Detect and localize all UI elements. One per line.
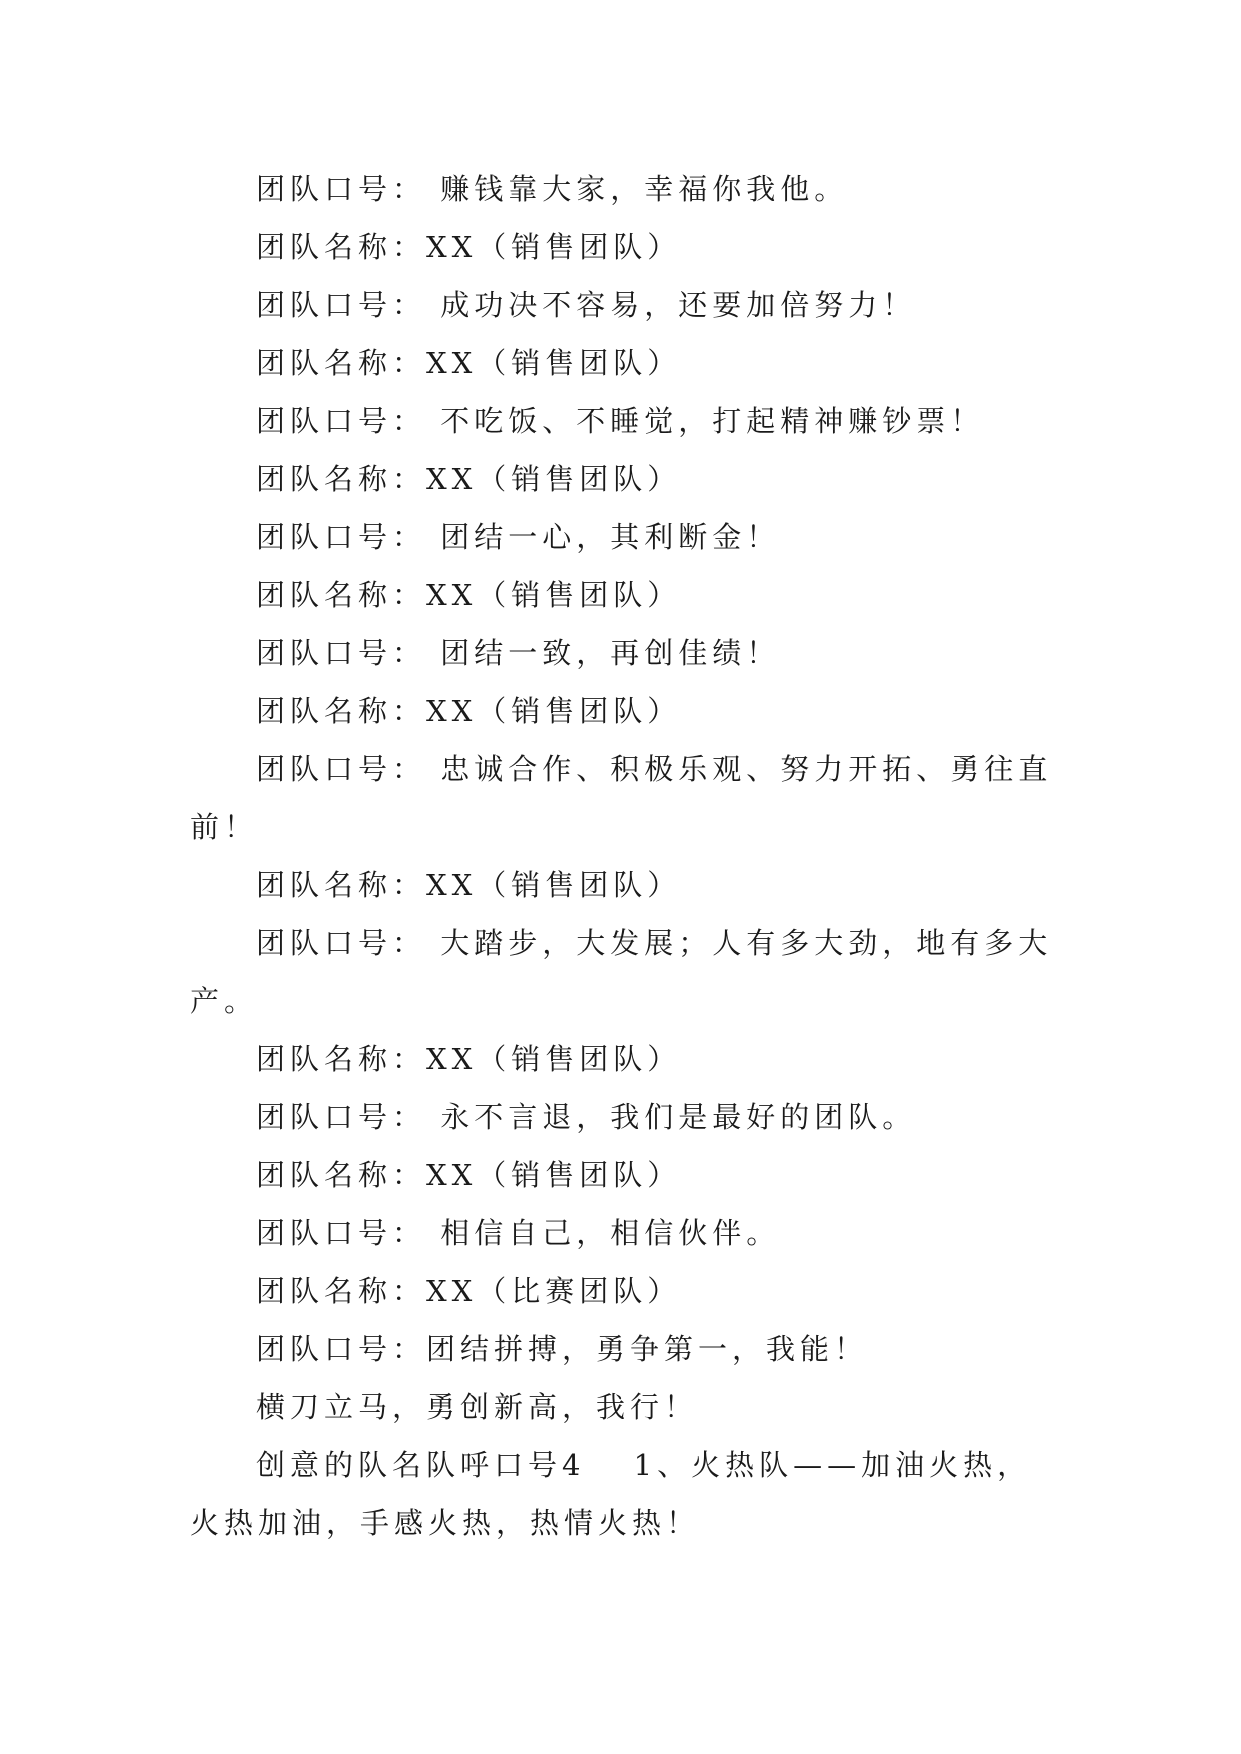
team-name-paragraph: 团队名称：XX（销售团队） xyxy=(256,1042,682,1076)
section-heading-paragraph: 创意的队名队呼口号4 1、火热队——加油火热，火热加油，手感火热，热情火热！ xyxy=(190,1448,1032,1540)
document-body xyxy=(190,160,1055,1552)
slogan-continuation-paragraph: 横刀立马，勇创新高，我行！ xyxy=(256,1390,699,1424)
team-name-paragraph: 团队名称：XX（比赛团队） xyxy=(256,1274,682,1308)
slogan-paragraph: 团队口号： 成功决不容易，还要加倍努力！ xyxy=(256,288,917,322)
slogan-paragraph: 团队口号： 赚钱靠大家，幸福你我他。 xyxy=(256,172,849,206)
slogan-paragraph: 团队口号： 忠诚合作、积极乐观、努力开拓、勇往直前！ xyxy=(190,752,1053,844)
slogan-paragraph: 团队口号： 团结一心，其利断金！ xyxy=(256,520,781,554)
team-name-paragraph: 团队名称：XX（销售团队） xyxy=(256,578,682,612)
team-name-paragraph: 团队名称：XX（销售团队） xyxy=(256,868,682,902)
team-name-paragraph: 团队名称：XX（销售团队） xyxy=(256,346,682,380)
slogan-paragraph: 团队口号： 永不言退，我们是最好的团队。 xyxy=(256,1100,917,1134)
slogan-paragraph: 团队口号： 大踏步，大发展；人有多大劲，地有多大产。 xyxy=(190,926,1053,1018)
team-name-paragraph: 团队名称：XX（销售团队） xyxy=(256,694,682,728)
team-name-paragraph: 团队名称：XX（销售团队） xyxy=(256,230,682,264)
slogan-paragraph: 团队口号： 相信自己，相信伙伴。 xyxy=(256,1216,781,1250)
slogan-paragraph: 团队口号：团结拼搏，勇争第一，我能！ xyxy=(256,1332,869,1366)
slogan-paragraph: 团队口号： 团结一致，再创佳绩！ xyxy=(256,636,781,670)
slogan-paragraph: 团队口号： 不吃饭、不睡觉，打起精神赚钞票！ xyxy=(256,404,985,438)
team-name-paragraph: 团队名称：XX（销售团队） xyxy=(256,462,682,496)
team-name-paragraph: 团队名称：XX（销售团队） xyxy=(256,1158,682,1192)
